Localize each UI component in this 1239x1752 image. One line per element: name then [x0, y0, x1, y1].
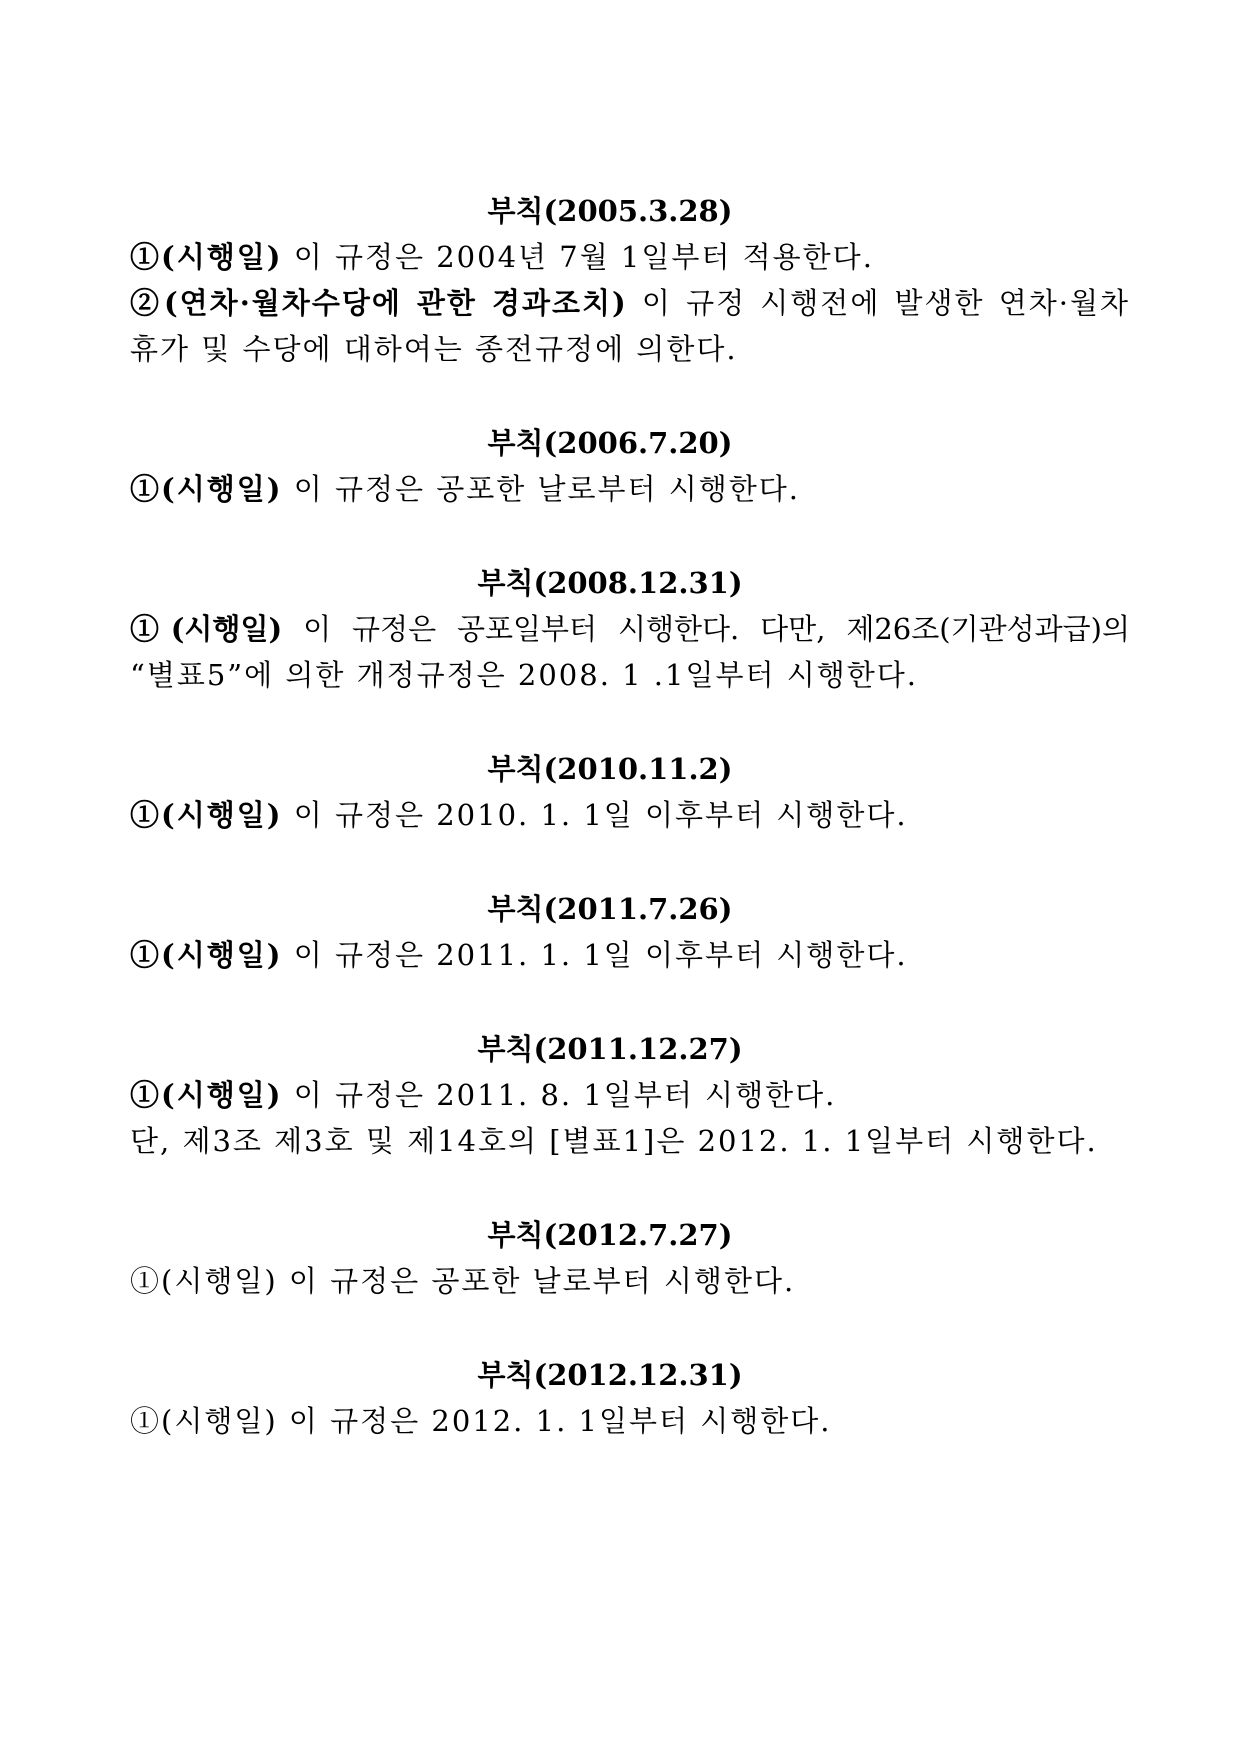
addendum-2006-7-20 [130, 420, 1130, 512]
clause-title: ①(시행일) [130, 1078, 283, 1112]
addendum-heading: 부칙(2005.3.28) [487, 194, 733, 228]
addendum-line [130, 932, 1130, 978]
addendum-2012-7-27 [130, 1212, 1130, 1304]
addendum-line [130, 1398, 1130, 1444]
addendum-line [130, 652, 1130, 698]
clause-text: 휴가 및 수당에 대하여는 종전규정에 의한다. [130, 332, 738, 366]
clause-title: ①(시행일) [130, 240, 283, 274]
addendum-2011-7-26 [130, 886, 1130, 978]
clause-text: ①(시행일) 이 규정은 2012. 1. 1일부터 시행한다. [130, 1404, 832, 1438]
addendum-line [130, 280, 1130, 326]
clause-title: ①(시행일) [130, 938, 283, 972]
clause-text: ①(시행일) 이 규정은 공포한 날로부터 시행한다. [130, 1264, 796, 1298]
addendum-line [130, 792, 1130, 838]
document-page [130, 188, 1130, 1492]
clause-title: ②(연차·월차수당에 관한 경과조치) [130, 286, 628, 320]
addendum-heading: 부칙(2006.7.20) [487, 426, 733, 460]
addendum-2011-12-27 [130, 1026, 1130, 1164]
clause-text: “별표5”에 의한 개정규정은 2008. 1 .1일부터 시행한다. [130, 658, 919, 692]
addendum-heading: 부칙(2012.7.27) [487, 1218, 733, 1252]
clause-text: 단, 제3조 제3호 및 제14호의 [별표1]은 2012. 1. 1일부터 시행한다. [130, 1124, 1098, 1158]
addendum-line [130, 234, 1130, 280]
addendum-line [130, 1072, 1130, 1118]
addendum-2012-12-31 [130, 1352, 1130, 1444]
addendum-2005-3-28 [130, 188, 1130, 372]
addendum-heading: 부칙(2008.12.31) [477, 566, 743, 600]
clause-text: 이 규정은 2011. 1. 1일 이후부터 시행한다. [282, 938, 908, 972]
addendum-heading: 부칙(2011.12.27) [477, 1032, 743, 1066]
clause-text: 이 규정은 공포일부터 시행한다. 다만, 제26조(기관성과급)의 [282, 612, 1130, 646]
addendum-line [130, 606, 1130, 652]
addendum-2010-11-2 [130, 746, 1130, 838]
addendum-2008-12-31 [130, 560, 1130, 698]
clause-text: 이 규정 시행전에 발생한 연차·월차 [627, 286, 1130, 320]
clause-title: ①(시행일) [130, 612, 283, 646]
addendum-line [130, 1258, 1130, 1304]
clause-text: 이 규정은 공포한 날로부터 시행한다. [282, 472, 801, 506]
clause-title: ①(시행일) [130, 472, 283, 506]
clause-title: ①(시행일) [130, 798, 283, 832]
clause-text: 이 규정은 2010. 1. 1일 이후부터 시행한다. [282, 798, 908, 832]
addendum-line [130, 466, 1130, 512]
addendum-heading: 부칙(2011.7.26) [487, 892, 733, 926]
addendum-line [130, 326, 1130, 372]
addendum-heading: 부칙(2012.12.31) [477, 1358, 743, 1392]
clause-text: 이 규정은 2004년 7월 1일부터 적용한다. [282, 240, 874, 274]
addendum-line [130, 1118, 1130, 1164]
clause-text: 이 규정은 2011. 8. 1일부터 시행한다. [282, 1078, 837, 1112]
addendum-heading: 부칙(2010.11.2) [487, 752, 733, 786]
